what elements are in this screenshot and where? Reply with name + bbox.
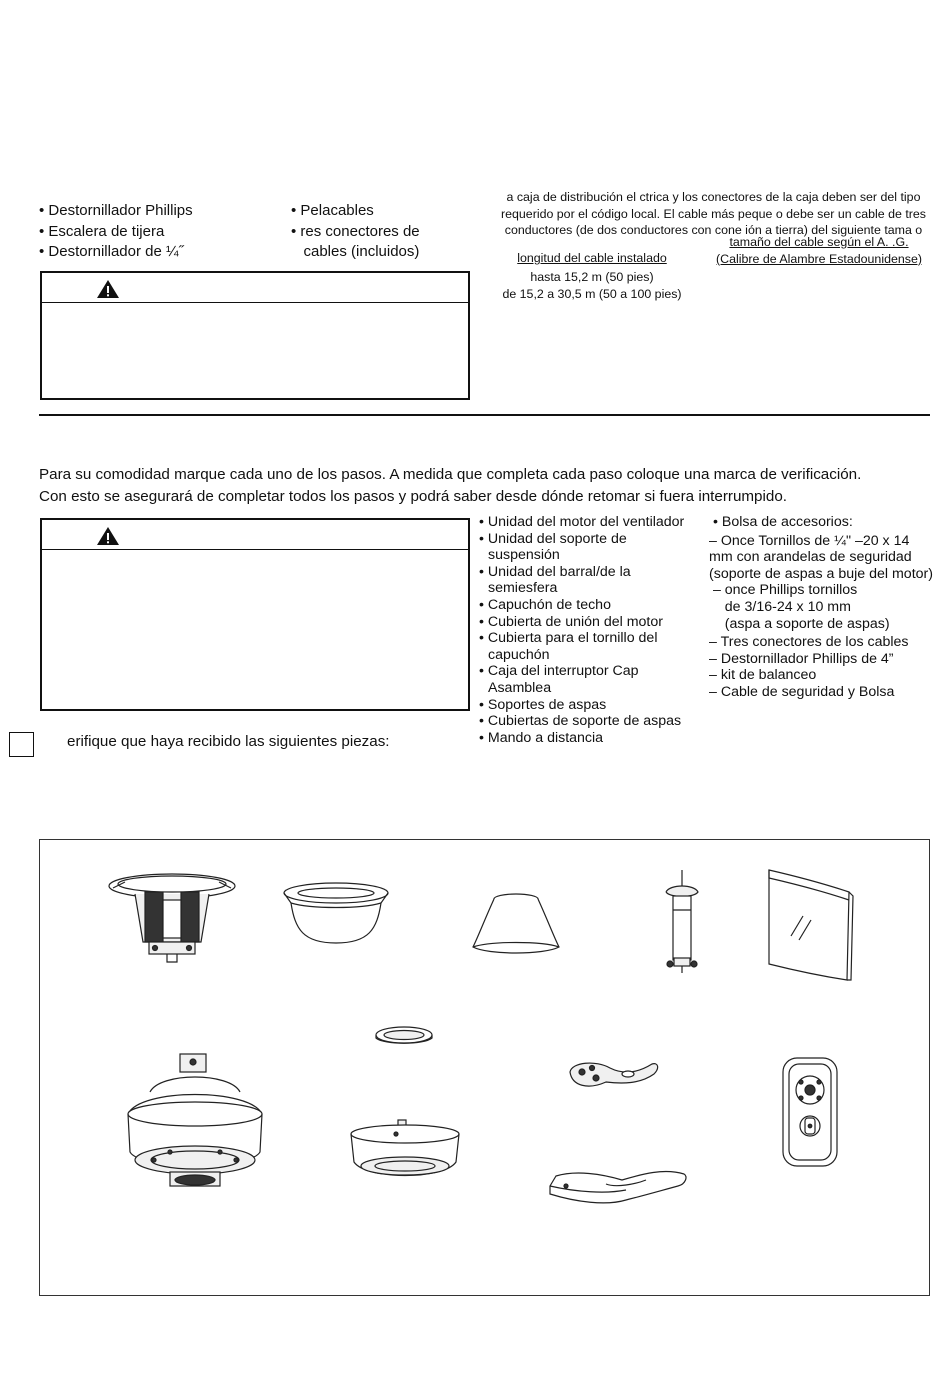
accessory-item: – Cable de seguridad y Bolsa xyxy=(709,683,895,700)
wiring-paragraph xyxy=(491,189,936,239)
tool-item: • Pelacables xyxy=(291,202,374,219)
accessory-item: mm con arandelas de seguridad xyxy=(709,549,912,566)
tool-item: • Destornillador Phillips xyxy=(39,202,193,219)
accessory-item: – Tres conectores de los cables xyxy=(709,634,909,651)
tool-item: • res conectores de xyxy=(291,222,420,240)
wiring-row: de 15,2 a 30,5 m (50 a 100 pies) xyxy=(502,286,682,301)
accessory-item: – Destornillador Phillips de 4” xyxy=(709,650,894,667)
hanging-bracket-illustration xyxy=(105,872,240,964)
parts-item-continued: suspensión xyxy=(488,547,560,564)
accessory-item: – Once Tornillos de ¼" –20 x 14 xyxy=(709,532,910,549)
warning-box-parts xyxy=(40,518,470,711)
intro-paragraph xyxy=(39,464,861,507)
wiring-line: a caja de distribución el ctrica y los conectores de la caja deben ser del tipo xyxy=(506,190,921,204)
warning-header xyxy=(42,273,468,303)
warning-icon xyxy=(96,279,120,299)
gauge-header-line: tamaño del cable según el A. .G. xyxy=(729,235,909,249)
switch-housing-illustration xyxy=(346,1118,464,1182)
wiring-line: conductores (de dos conductores con cone ión a tierra) del siguiente tama o xyxy=(504,223,923,237)
wiring-rows xyxy=(482,269,702,302)
tool-item: • Destornillador de ¼˝ xyxy=(39,243,184,260)
parts-item: • Cubierta para el tornillo del xyxy=(479,630,658,647)
blade-bracket-illustration xyxy=(566,1054,662,1094)
accessory-list xyxy=(709,514,933,701)
hardware-bag-illustration xyxy=(765,866,855,984)
wiring-length-header: longitud del cable instalado xyxy=(517,251,667,265)
canopy-screw-cover-illustration xyxy=(374,1025,434,1047)
checklist-label: erifique que haya recibido las siguientes piezas: xyxy=(67,733,390,750)
parts-list xyxy=(479,514,684,746)
remote-control-illustration xyxy=(781,1056,839,1168)
accessory-item: (soporte de aspas a buje del motor) xyxy=(709,565,933,582)
accessory-item: – once Phillips tornillos xyxy=(709,582,858,599)
intro-line: Con esto se asegurará de completar todos los pasos y podrá saber desde dónde retomar si fuera interrumpido. xyxy=(39,487,787,505)
warning-icon xyxy=(96,526,120,546)
motor-coupling-cover-illustration xyxy=(281,881,391,947)
wiring-line: requerido por el código local. El cable más peque o debe ser un cable de tres xyxy=(501,206,926,221)
parts-item: • Unidad del motor del ventilador xyxy=(479,514,685,530)
parts-item-continued: capuchón xyxy=(488,646,550,663)
ceiling-canopy-illustration xyxy=(470,891,562,957)
section-divider xyxy=(39,414,930,416)
warning-header xyxy=(42,520,468,550)
parts-item: • Capuchón de techo xyxy=(479,596,611,613)
parts-item: • Cubierta de unión del motor xyxy=(479,613,663,630)
tools-list-left xyxy=(39,201,193,263)
parts-item: • Caja del interruptor Cap xyxy=(479,663,639,680)
parts-item: • Mando a distancia xyxy=(479,729,604,746)
gauge-header-line: (Calibre de Alambre Estadounidense) xyxy=(716,251,922,266)
parts-item: • Unidad del barral/de la xyxy=(479,563,631,580)
blade-bracket-cover-illustration xyxy=(546,1162,690,1208)
warning-box-top xyxy=(40,271,470,400)
accessory-item: de 3/16-24 x 10 mm xyxy=(709,598,851,615)
parts-item: • Unidad del soporte de xyxy=(479,530,627,547)
accessory-item: (aspa a soporte de aspas) xyxy=(709,615,890,632)
fan-motor-assembly-illustration xyxy=(120,1052,270,1194)
step-checkbox[interactable] xyxy=(9,732,34,757)
intro-line: Para su comodidad marque cada uno de los pasos. A medida que completa cada paso coloque una marca de verificación. xyxy=(39,466,862,483)
parts-item-continued: Asamblea xyxy=(488,679,552,696)
accessory-item: – kit de balanceo xyxy=(709,667,817,684)
wiring-row: hasta 15,2 m (50 pies) xyxy=(530,270,654,284)
tool-item: cables (incluidos) xyxy=(291,243,420,260)
parts-item: • Cubiertas de soporte de aspas xyxy=(479,713,682,730)
tools-list-right xyxy=(291,201,420,263)
tool-item: • Escalera de tijera xyxy=(39,222,165,240)
downrod-ball-illustration xyxy=(660,870,702,974)
accessory-item: • Bolsa de accesorios: xyxy=(709,514,853,530)
parts-item-continued: semiesfera xyxy=(488,580,558,597)
parts-item: • Soportes de aspas xyxy=(479,696,607,713)
wiring-gauge-header xyxy=(699,234,939,267)
